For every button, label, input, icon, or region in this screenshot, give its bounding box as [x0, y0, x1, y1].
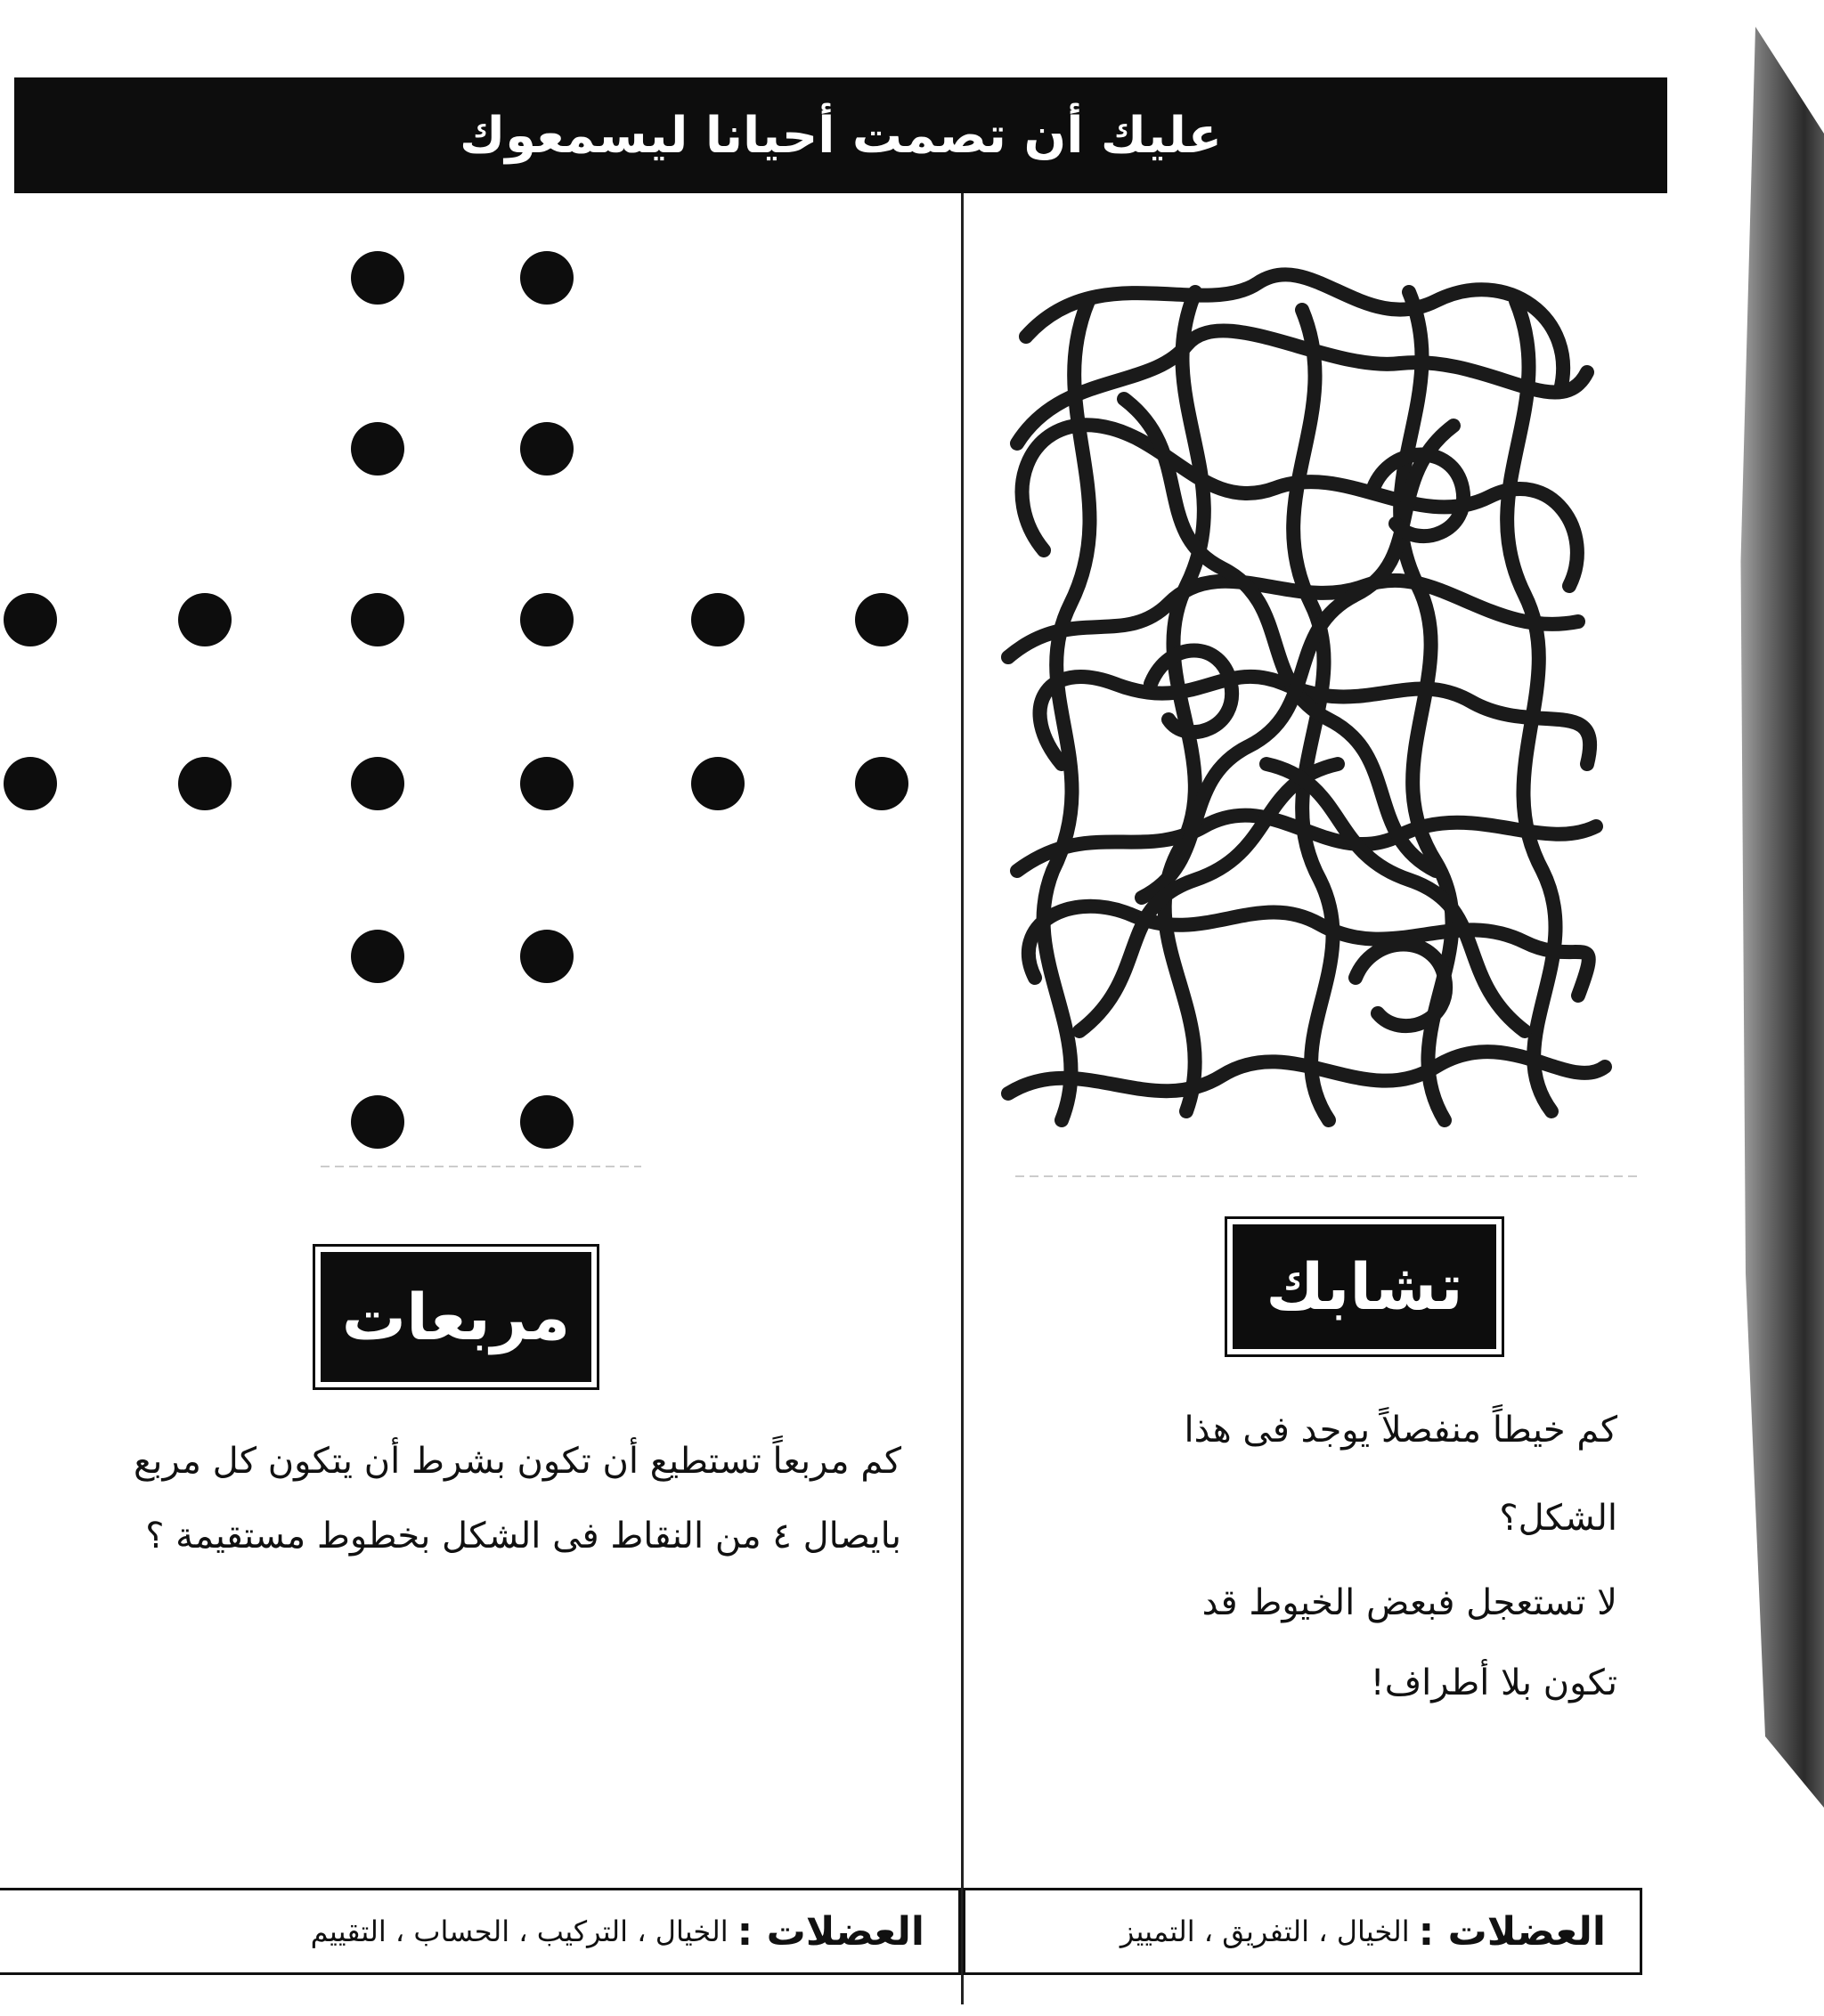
tangle-question-line: تكون بلا أطراف!: [1370, 1662, 1617, 1703]
skills-list: الخيال ، التفريق ، التمييز: [1120, 1914, 1410, 1948]
dots-grid-illustration: [0, 240, 926, 1167]
skills-label: العضلات :: [737, 1908, 924, 1955]
tangle-question-line: لا تستعجل فبعض الخيوط قد: [1201, 1582, 1617, 1623]
tangle-question-line: كم خيطاً منفصلاً يوجد فى هذا: [1184, 1410, 1617, 1451]
tangle-title-box: [1233, 1224, 1496, 1349]
tangle-title: تشابك: [1266, 1249, 1463, 1324]
tangle-question-line: الشكل؟: [1499, 1498, 1617, 1539]
divider-line: [1015, 1175, 1639, 1177]
page-header: [14, 77, 1667, 193]
tangle-illustration: [990, 265, 1614, 1138]
squares-title-box: [321, 1252, 591, 1382]
squares-question-line: بايصال ٤ من النقاط فى الشكل بخطوط مستقيمة ؟: [145, 1516, 901, 1557]
header-title: عليك أن تصمت أحيانا ليسمعوك: [459, 106, 1223, 165]
squares-title: مربعات: [341, 1280, 571, 1354]
tangle-skills-footer: [963, 1888, 1642, 1975]
page-edge-photo: [1726, 27, 1824, 1808]
column-divider: [961, 193, 964, 2004]
skills-label: العضلات :: [1418, 1908, 1606, 1955]
squares-skills-footer: [0, 1888, 961, 1975]
skills-list: الخيال ، التركيب ، الحساب ، التقييم: [310, 1914, 729, 1948]
squares-question-line: كم مربعاً تستطيع أن تكون بشرط أن يتكون كل مربع: [134, 1441, 901, 1482]
